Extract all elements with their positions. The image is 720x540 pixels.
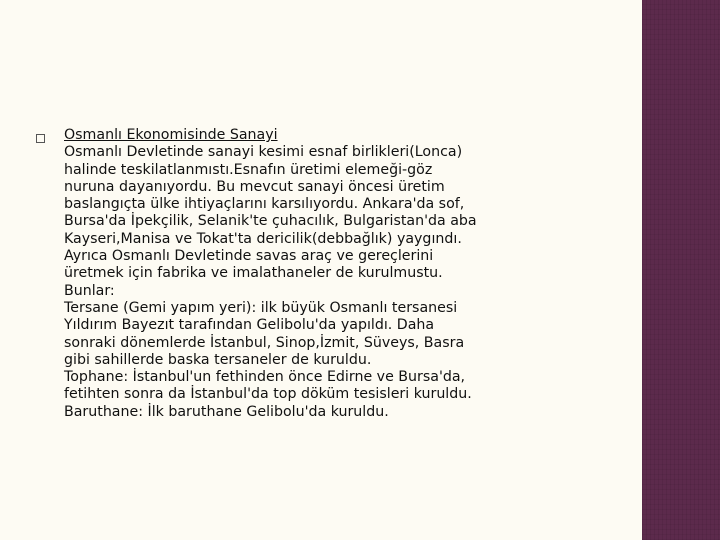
body-line: Tophane: İstanbul'un fethinden önce Edirne ve Bursa'da,: [64, 369, 466, 386]
body-line: halinde teskilatlanmıstı.Esnafın üretimi elemeği-göz: [64, 161, 433, 178]
body-line: üretmek için fabrika ve imalathaneler de kurulmustu.: [64, 265, 443, 282]
body-line: Tersane (Gemi yapım yeri): ilk büyük Osmanlı tersanesi: [64, 299, 458, 316]
decorative-side-panel: [642, 0, 720, 540]
body-line: sonraki dönemlerde İstanbul, Sinop,İzmit, Süveys, Basra: [64, 334, 465, 351]
body-line: Bursa'da İpekçilik, Selanik'te çuhacılık, Bulgaristan'da aba: [64, 213, 477, 230]
slide-title: Osmanlı Ekonomisinde Sanayi: [64, 127, 278, 143]
body-line: Yıldırım Bayezıt tarafından Gelibolu'da yapıldı. Daha: [64, 317, 435, 334]
bullet-icon: [36, 134, 45, 143]
body-line: gibi sahillerde baska tersaneler de kuruldu.: [64, 351, 372, 368]
body-line: Ayrıca Osmanlı Devletinde savas araç ve gereçlerini: [64, 248, 434, 265]
body-line: Bunlar:: [64, 282, 115, 299]
body-line: Osmanlı Devletinde sanayi kesimi esnaf birlikleri(Lonca): [64, 144, 463, 161]
body-line: fetihten sonra da İstanbul'da top döküm tesisleri kuruldu.: [64, 386, 472, 403]
body-line: Baruthane: İlk baruthane Gelibolu'da kuruldu.: [64, 403, 389, 420]
body-line: baslangıçta ülke ihtiyaçlarını karsılıyordu. Ankara'da sof,: [64, 196, 465, 213]
body-line: nuruna dayanıyordu. Bu mevcut sanayi öncesi üretim: [64, 178, 445, 195]
body-line: Kayseri,Manisa ve Tokat'ta dericilik(debbağlık) yaygındı.: [64, 230, 462, 247]
slide-body: [64, 127, 634, 421]
